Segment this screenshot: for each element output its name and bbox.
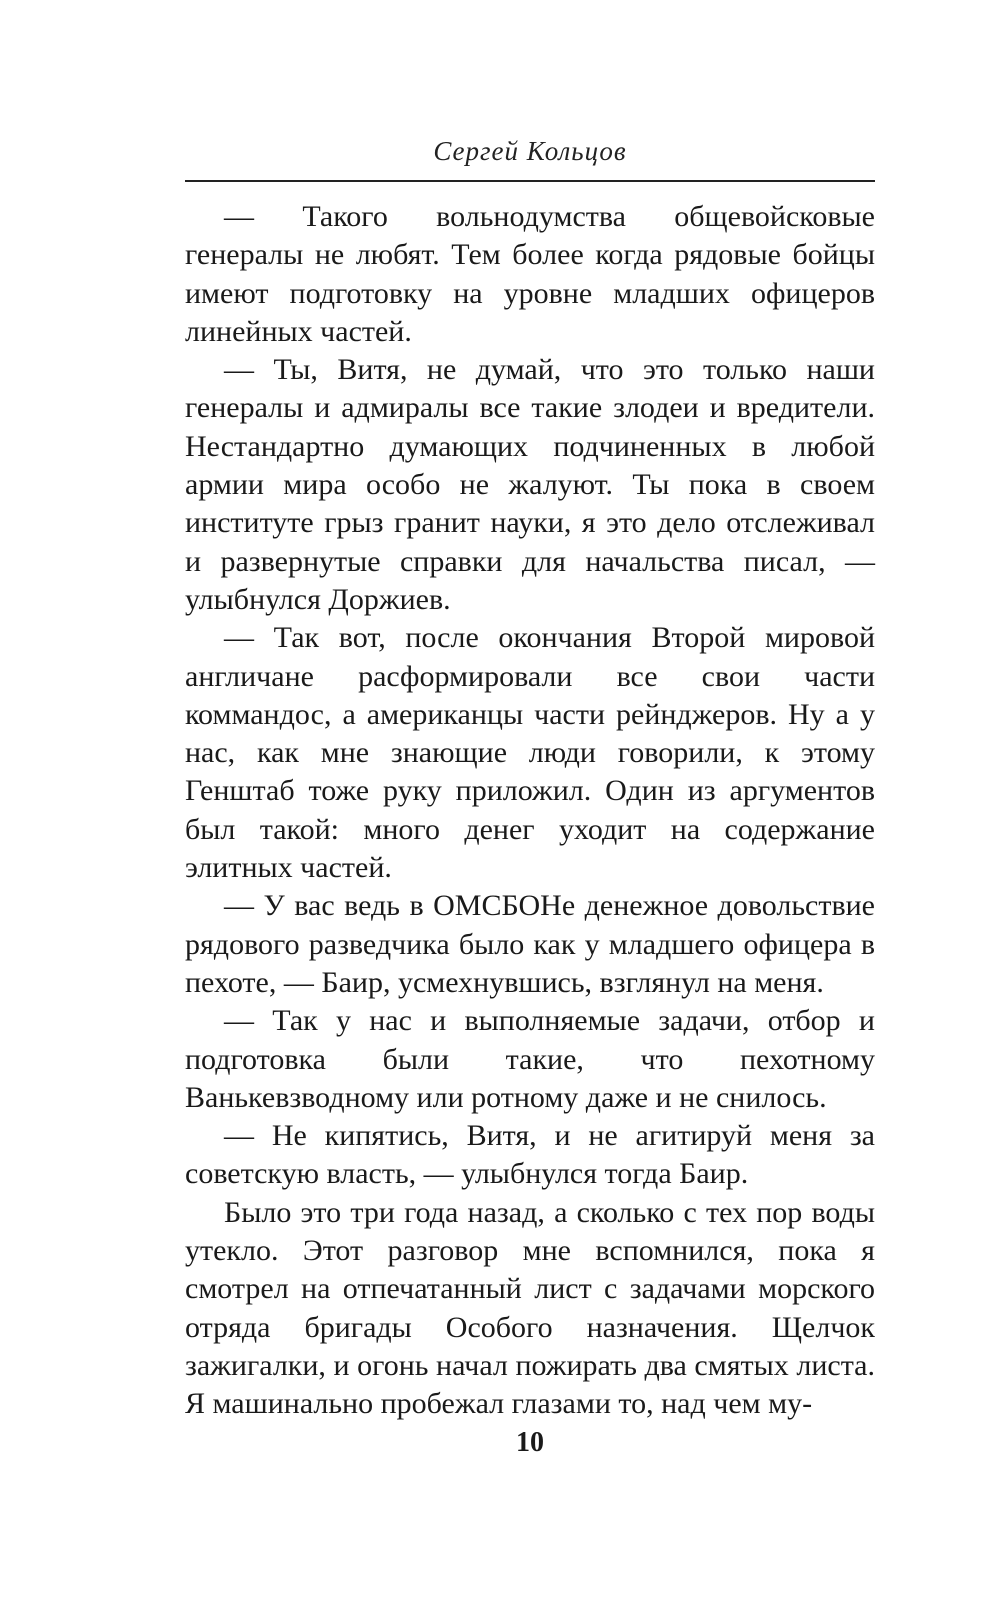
page-body (185, 198, 875, 1424)
paragraph: Было это три года назад, а сколько с тех пор воды утекло. Этот разговор мне вспомнился, пока я смотрел на отпечатанный лист с задачами морского отряда бригады Особого назначения. Щелчок зажигалки, и огонь начал пожирать два смятых листа. Я машинально пробежал глазами то, над чем му- (185, 1195, 875, 1421)
paragraph: — Так у нас и выполняемые задачи, отбор и подготовка были такие, что пехотному Ванькевзводному или ротному даже и не снилось. (185, 1004, 875, 1114)
paragraph: — Не кипятись, Витя, и не агитируй меня за советскую власть, — улыбнулся тогда Баир. (185, 1119, 875, 1191)
header-rule (185, 180, 875, 182)
page-number: 10 (516, 1427, 544, 1458)
paragraph: — Такого вольнодумства общевойсковые генералы не любят. Тем более когда рядовые бойцы имеют подготовку на уровне младших офицеров линейных частей. (185, 200, 875, 348)
paragraph: — Ты, Витя, не думай, что это только наши генералы и адмиралы все такие злодеи и вредители. Нестандартно думающих подчиненных в любой армии мира особо не жалуют. Ты пока в своем институте грыз гранит науки, я это дело отслеживал и развернутые справки для начальства писал, — улыбнулся Доржиев. (185, 353, 875, 616)
paragraph: — Так вот, после окончания Второй мировой англичане расформировали все свои части коммандос, а американцы части рейнджеров. Ну а у нас, как мне знающие люди говорили, к этому Генштаб тоже руку приложил. Один из аргументов был такой: много денег уходит на содержание элитных частей. (185, 621, 875, 885)
paragraph: — У вас ведь в ОМСБОНе денежное довольствие рядового разведчика было как у младшего офицера в пехоте, — Баир, усмехнувшись, взглянул на меня. (185, 889, 875, 999)
running-head-author: Сергей Кольцов (433, 136, 627, 166)
